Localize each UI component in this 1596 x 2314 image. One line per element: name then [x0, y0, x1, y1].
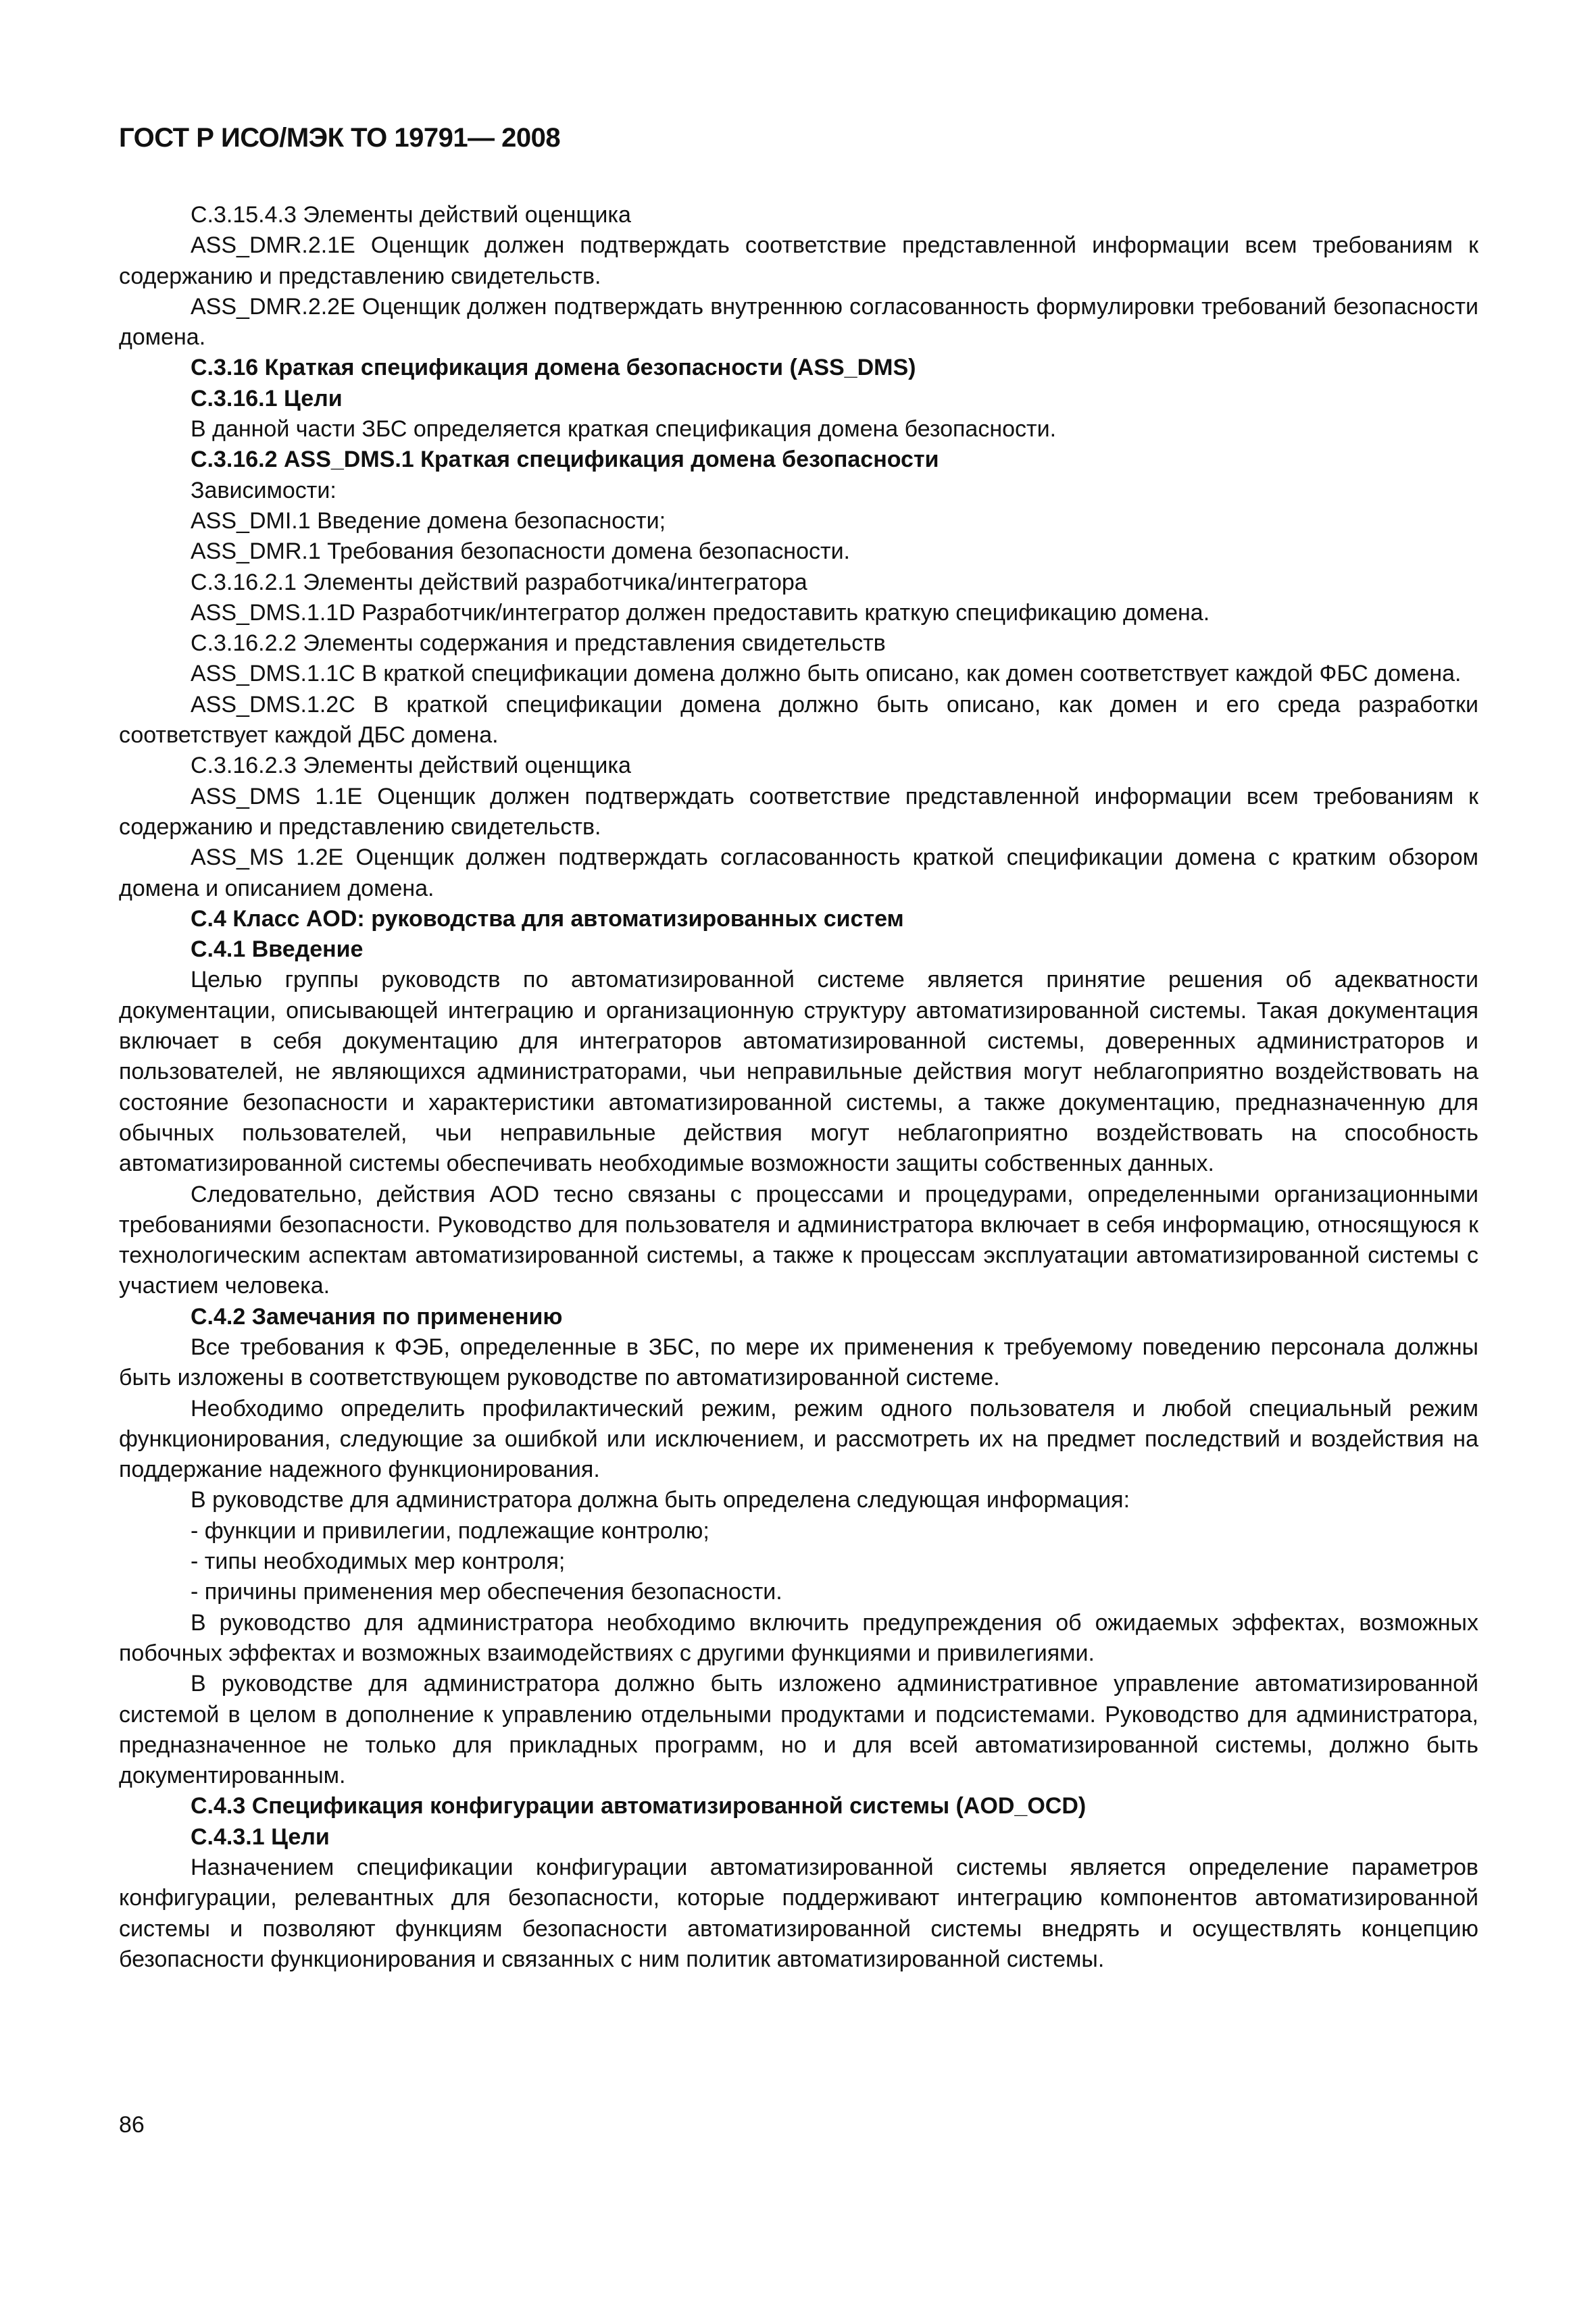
- dependency-item: ASS_DMI.1 Введение домена безопасности;: [191, 507, 666, 534]
- section-subheading: С.3.16.2.2 Элементы содержания и представления свидетельств: [191, 630, 886, 657]
- body-paragraph: Следовательно, действия AOD тесно связаны с процессами и процедурами, определенными организационными требованиями безопасности. Руководство для пользователя и администратора включает в себя информацию, относящуюся к технологическим аспектам автоматизированной системы, а также к процессам эксплуатации автоматизированной системы с участием человека.: [119, 1181, 1478, 1299]
- body-paragraph: В руководстве для администратора должно быть изложено административное управление автоматизированной системой в целом в дополнение к управлению отдельными продуктами и подсистемами. Руководство для администратора, предназначенное не только для прикладных программ, но и для всей автоматизированной системы, должно быть документированным.: [119, 1671, 1478, 1789]
- page-body: [119, 200, 1478, 1975]
- section-subheading: С.3.16.2.3 Элементы действий оценщика: [191, 753, 631, 779]
- section-heading: С.4.1 Введение: [191, 936, 364, 963]
- body-paragraph: В руководство для администратора необходимо включить предупреждения об ожидаемых эффектах, возможных побочных эффектах и возможных взаимодействиях с другими функциями и привилегиями.: [119, 1609, 1478, 1666]
- body-paragraph: Назначением спецификации конфигурации автоматизированной системы является определение параметров конфигурации, релевантных для безопасности, которые поддерживают интеграцию компонентов автоматизированной системы и позволяют функциям безопасности автоматизированной системы внедрять и осуществлять концепцию безопасности функционирования и связанных с ним политик автоматизированной системы.: [119, 1855, 1478, 1972]
- requirement-paragraph: ASS_MS 1.2E Оценщик должен подтверждать согласованность краткой спецификации домена с кратким обзором домена и описанием домена.: [119, 845, 1478, 901]
- body-paragraph: Необходимо определить профилактический режим, режим одного пользователя и любой специальный режим функционирования, следующие за ошибкой или исключением, и рассмотреть их на предмет последствий и воздействия на поддержание надежного функционирования.: [119, 1395, 1478, 1483]
- section-heading: С.4.2 Замечания по применению: [191, 1303, 563, 1330]
- body-paragraph: В руководстве для администратора должна быть определена следующая информация:: [191, 1487, 1130, 1513]
- requirement-paragraph: ASS_DMS.1.1C В краткой спецификации домена должно быть описано, как домен соответствует каждой ФБС домена.: [191, 661, 1462, 687]
- requirement-paragraph: ASS_DMS.1.1D Разработчик/интегратор должен предоставить краткую спецификацию домена.: [191, 599, 1210, 626]
- list-item: - функции и привилегии, подлежащие контролю;: [191, 1517, 709, 1544]
- requirement-paragraph: ASS_DMS 1.1E Оценщик должен подтверждать соответствие представленной информации всем требованиям к содержанию и представлению свидетельств.: [119, 783, 1478, 840]
- body-paragraph: Целью группы руководств по автоматизированной системе является принятие решения об адекватности документации, описывающей интеграцию и организационную структуру автоматизированной системы. Такая документация включает в себя документацию для интеграторов автоматизированной системы, доверенных администраторов и пользователей, не являющихся администраторами, чьи неправильные действия могут неблагоприятно воздействовать на состояние безопасности и характеристики автоматизированной системы, а также документацию, предназначенную для обычных пользователей, чьи неправильные действия могут неблагоприятно воздействовать на способность автоматизированной системы обеспечивать необходимые возможности защиты собственных данных.: [119, 967, 1478, 1177]
- section-heading: С.3.16.1 Цели: [191, 385, 343, 411]
- list-item: - типы необходимых мер контроля;: [191, 1549, 566, 1575]
- requirement-paragraph: ASS_DMR.2.2E Оценщик должен подтверждать внутреннюю согласованность формулировки требований безопасности домена.: [119, 293, 1478, 351]
- section-heading: С.4.3 Спецификация конфигурации автоматизированной системы (AOD_OCD): [191, 1793, 1087, 1819]
- page-header: ГОСТ Р ИСО/МЭК ТО 19791— 2008: [119, 123, 561, 153]
- dependency-item: ASS_DMR.1 Требования безопасности домена безопасности.: [191, 538, 851, 565]
- requirement-paragraph: ASS_DMS.1.2C В краткой спецификации домена должно быть описано, как домен и его среда разработки соответствует каждой ДБС домена.: [119, 691, 1478, 749]
- section-heading: С.3.16.2 ASS_DMS.1 Краткая спецификация домена безопасности: [191, 447, 939, 473]
- list-item: - причины применения мер обеспечения безопасности.: [191, 1579, 782, 1605]
- body-paragraph: Зависимости:: [191, 477, 336, 503]
- section-heading: С.4 Класс AOD: руководства для автоматизированных систем: [191, 905, 904, 932]
- requirement-paragraph: ASS_DMR.2.1E Оценщик должен подтверждать соответствие представленной информации всем требованиям к содержанию и представлению свидетельств.: [119, 232, 1478, 289]
- body-paragraph: В данной части ЗБС определяется краткая спецификация домена безопасности.: [191, 416, 1057, 443]
- page-number: 86: [119, 2112, 145, 2138]
- section-subheading: С.3.16.2.1 Элементы действий разработчика/интегратора: [191, 569, 807, 595]
- section-subheading: С.3.15.4.3 Элементы действий оценщика: [191, 202, 631, 228]
- section-heading: С.4.3.1 Цели: [191, 1823, 330, 1850]
- body-paragraph: Все требования к ФЭБ, определенные в ЗБС, по мере их применения к требуемому поведению персонала должны быть изложены в соответствующем руководстве по автоматизированной системе.: [119, 1334, 1478, 1391]
- section-heading: С.3.16 Краткая спецификация домена безопасности (ASS_DMS): [191, 355, 916, 381]
